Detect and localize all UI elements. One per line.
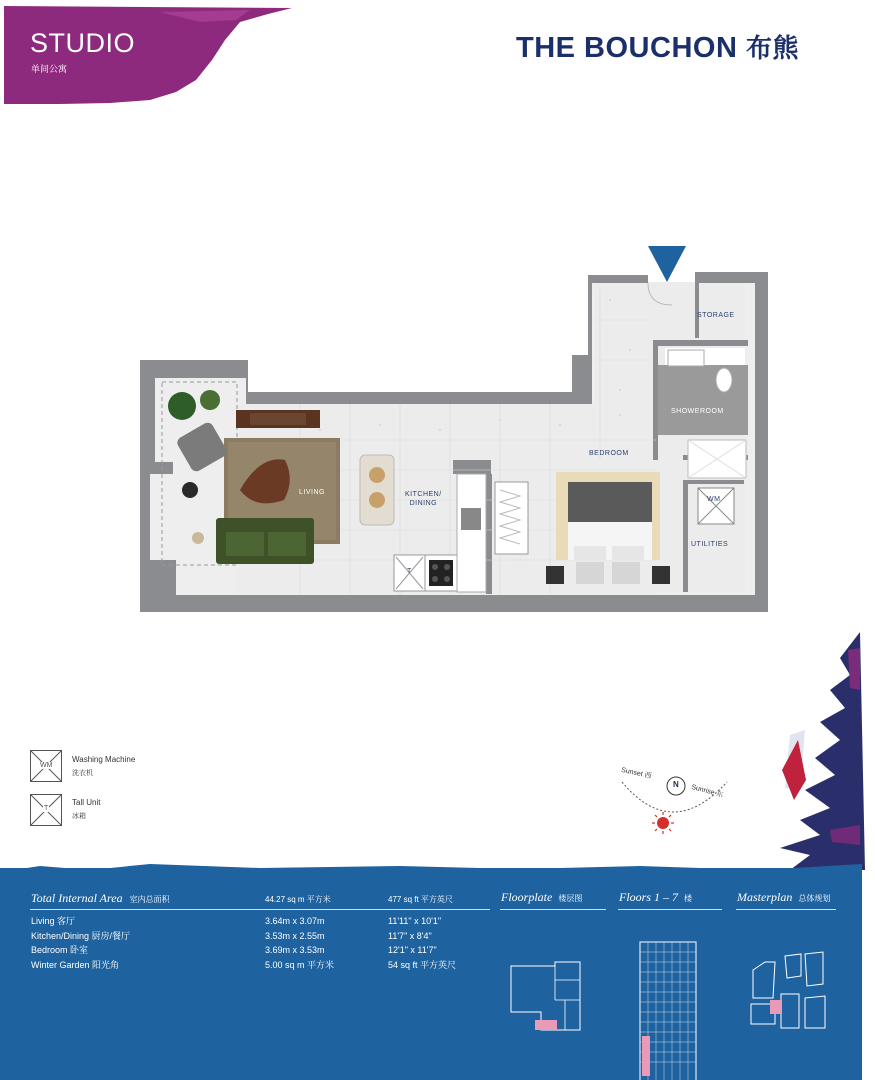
area-row-metric: 5.00 sq m 平方米 bbox=[265, 959, 335, 970]
unit-type-subtitle: 单间公寓 bbox=[31, 64, 68, 74]
area-row-metric: 3.69m x 3.53m bbox=[265, 945, 325, 955]
floors-heading bbox=[619, 890, 692, 905]
area-imperial bbox=[388, 914, 456, 972]
area-names bbox=[31, 914, 130, 972]
total-area-sqm: 44.27 sq m 平方米 bbox=[265, 895, 331, 904]
room-label-storage: STORAGE bbox=[697, 312, 735, 319]
floorplate-diagram bbox=[505, 960, 585, 1035]
room-label-bedroom: BEDROOM bbox=[589, 450, 629, 457]
legend-tall-unit-label: Tall Unit bbox=[72, 798, 101, 807]
room-label-showeroom: SHOWEROOM bbox=[671, 408, 724, 415]
brand-logo bbox=[516, 28, 799, 65]
area-row-imperial: 11'7" x 8'4" bbox=[388, 930, 432, 941]
area-row-metric: 3.53m x 2.55m bbox=[265, 930, 325, 941]
room-label-utilities: UTILITIES bbox=[691, 541, 729, 548]
legend-wm-label: Washing Machine bbox=[72, 755, 136, 764]
total-area-sqft: 477 sq ft 平方英尺 bbox=[388, 895, 453, 904]
area-row-metric: 3.64m x 3.07m bbox=[265, 916, 325, 926]
area-metric bbox=[265, 914, 334, 972]
floors-title-cn: 楼 bbox=[684, 894, 693, 903]
tower-elevation-diagram bbox=[636, 936, 700, 1080]
room-label-living: LIVING bbox=[299, 489, 325, 496]
masterplan-diagram bbox=[745, 948, 830, 1033]
compass-sunset: Sunset 西 bbox=[620, 766, 653, 781]
area-title-cn: 室内总面积 bbox=[129, 895, 170, 904]
floorplate-title-cn: 楼层图 bbox=[558, 894, 583, 903]
legend-tall-unit-label-cn: 冰箱 bbox=[72, 813, 86, 820]
panel-brush-edge bbox=[0, 858, 862, 878]
floorplate-heading bbox=[501, 890, 582, 905]
area-row-imperial: 11'11" x 10'1" bbox=[388, 916, 442, 926]
brand-name: THE BOUCHON bbox=[516, 32, 738, 64]
floors-rule bbox=[618, 909, 722, 910]
floorplate-title: Floorplate bbox=[501, 890, 553, 904]
area-row-name: Living 客厅 bbox=[31, 916, 76, 926]
masterplan-title: Masterplan bbox=[737, 890, 793, 904]
area-title-rule bbox=[30, 909, 490, 910]
room-label-kitchen-line2: DINING bbox=[409, 500, 438, 507]
brush-decoration-right bbox=[760, 630, 870, 875]
floors-title: Floors 1 – 7 bbox=[619, 890, 679, 904]
area-title bbox=[31, 891, 170, 906]
area-row-name: Bedroom 卧室 bbox=[31, 945, 89, 955]
area-row-name: Winter Garden 阳光角 bbox=[31, 959, 120, 970]
masterplan-rule bbox=[736, 909, 836, 910]
area-title-en: Total Internal Area bbox=[31, 891, 123, 905]
floor-plan bbox=[130, 240, 780, 620]
legend-wm-label-cn: 洗衣机 bbox=[72, 770, 93, 777]
legend-tall-unit-code: T bbox=[44, 805, 49, 812]
t-mark: T bbox=[407, 568, 412, 575]
wm-mark: WM bbox=[707, 496, 721, 503]
area-row-imperial: 54 sq ft 平方英尺 bbox=[388, 959, 457, 970]
masterplan-title-cn: 总体规划 bbox=[798, 894, 831, 903]
room-label-kitchen-line1: KITCHEN/ bbox=[405, 491, 442, 498]
masterplan-heading bbox=[737, 890, 830, 905]
area-row-name: Kitchen/Dining 厨房/餐厅 bbox=[31, 930, 131, 941]
legend-wm-code: WM bbox=[40, 762, 53, 769]
room-label-kitchen bbox=[405, 490, 442, 508]
area-row-imperial: 12'1" x 11'7" bbox=[388, 945, 437, 955]
brand-name-cn: 布熊 bbox=[745, 33, 799, 63]
compass-sunrise: Sunrise 东 bbox=[690, 783, 724, 800]
floorplate-rule bbox=[500, 909, 606, 910]
compass-north: N bbox=[673, 780, 679, 789]
unit-type-title: STUDIO bbox=[30, 28, 136, 58]
